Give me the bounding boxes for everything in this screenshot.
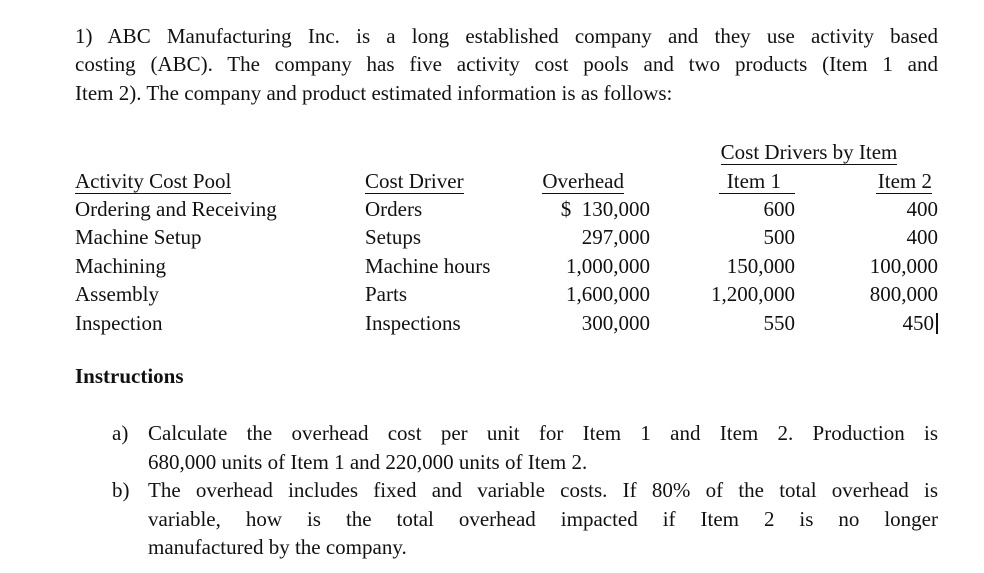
item1-cell: 550 <box>763 310 795 335</box>
instruction-item-a <box>75 419 938 476</box>
intro-line-1: 1) ABC Manufacturing Inc. is a long established company and they use activity based <box>75 24 938 48</box>
group-header-label: Cost Drivers by Item <box>720 140 898 165</box>
col-header-label: Cost Driver <box>365 168 464 193</box>
column-header-row <box>75 167 938 195</box>
pool-cell: Ordering and Receiving <box>75 197 277 222</box>
overhead-cell: 1,000,000 <box>566 253 650 278</box>
empty-cell <box>75 138 650 166</box>
table-row <box>75 309 938 337</box>
table-row <box>75 195 938 223</box>
intro-paragraph <box>75 22 938 107</box>
item2-cell: 800,000 <box>869 282 939 307</box>
col-header-label: Item 1 <box>719 169 795 194</box>
driver-cell: Inspections <box>365 310 461 335</box>
overhead-cell: 300,000 <box>581 310 650 335</box>
pool-cell: Machining <box>75 253 166 278</box>
col-header-item1 <box>650 167 795 195</box>
text-cursor <box>936 313 938 334</box>
item2-cell <box>795 309 938 337</box>
driver-cell: Orders <box>365 197 423 222</box>
instructions-heading: Instructions <box>75 364 184 389</box>
table-row <box>75 223 938 251</box>
table-row <box>75 252 938 280</box>
group-header-cell <box>650 138 938 166</box>
col-header-label: Activity Cost Pool <box>75 168 232 193</box>
overhead-cell: $ 130,000 <box>560 197 650 222</box>
col-header-label: Item 2 <box>877 168 933 193</box>
group-header-row <box>75 138 938 166</box>
driver-cell: Machine hours <box>365 253 491 278</box>
item-a-line-2: 680,000 units of Item 1 and 220,000 units of Item 2. <box>148 449 588 474</box>
item-a-line-1: Calculate the overhead cost per unit for Item 1 and Item 2. Production is <box>148 421 938 446</box>
instructions-list <box>75 419 938 561</box>
item-b-line-1: The overhead includes fixed and variable costs. If 80% of the total overhead is <box>148 478 938 503</box>
item2-cell: 100,000 <box>869 253 939 278</box>
item-b-line-2: variable, how is the total overhead impacted if Item 2 is no longer <box>148 506 938 531</box>
driver-cell: Parts <box>365 282 407 307</box>
pool-cell: Assembly <box>75 282 159 307</box>
item1-cell: 150,000 <box>726 253 795 278</box>
item-b-lines <box>148 476 938 561</box>
item2-value: 450 <box>902 310 935 335</box>
item1-cell: 1,200,000 <box>711 282 795 307</box>
pool-cell: Inspection <box>75 310 163 335</box>
item-b-line-3: manufactured by the company. <box>148 535 407 560</box>
item1-cell: 600 <box>763 197 795 222</box>
item-marker-a: a) <box>112 421 129 446</box>
overhead-cell: 297,000 <box>581 225 650 250</box>
col-header-overhead <box>520 167 650 195</box>
instruction-item-b <box>75 476 938 561</box>
item-marker-b: b) <box>112 478 130 503</box>
overhead-cell: 1,600,000 <box>566 282 650 307</box>
col-header-item2 <box>795 167 938 195</box>
intro-line-3: Item 2). The company and product estimated information is as follows: <box>75 80 673 105</box>
driver-cell: Setups <box>365 225 422 250</box>
item1-cell: 500 <box>763 225 795 250</box>
item2-cell: 400 <box>906 225 939 250</box>
item-a-lines <box>148 419 938 476</box>
col-header-cost-driver <box>365 167 520 195</box>
intro-line-2: costing (ABC). The company has five activity cost pools and two products (Item 1 and <box>75 52 938 77</box>
col-header-label: Overhead <box>542 168 624 193</box>
table-row <box>75 280 938 308</box>
col-header-activity-cost-pool <box>75 167 365 195</box>
cost-table <box>75 138 938 337</box>
item2-cell: 400 <box>906 197 939 222</box>
pool-cell: Machine Setup <box>75 225 202 250</box>
